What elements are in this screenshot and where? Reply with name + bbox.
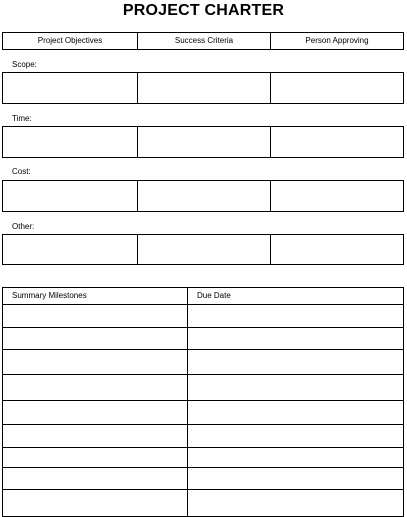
table-row[interactable] <box>3 304 403 327</box>
header-due-date: Due Date <box>197 291 231 300</box>
cost-person-approving-field[interactable] <box>270 181 403 211</box>
cost-objective-field[interactable] <box>3 181 137 211</box>
other-objective-field[interactable] <box>3 235 137 264</box>
section-label-other: Other: <box>12 222 35 231</box>
table-row[interactable] <box>3 400 403 424</box>
scope-person-approving-field[interactable] <box>270 73 403 103</box>
table-row[interactable] <box>3 447 403 467</box>
other-row <box>2 234 404 265</box>
cost-row <box>2 180 404 212</box>
table-row[interactable] <box>3 489 403 516</box>
table-row[interactable] <box>3 467 403 489</box>
table-row[interactable] <box>3 349 403 374</box>
objectives-header-row <box>2 32 404 50</box>
header-success-criteria: Success Criteria <box>137 33 270 49</box>
header-summary-milestones: Summary Milestones <box>12 291 87 300</box>
section-label-scope: Scope: <box>12 60 37 69</box>
table-row[interactable] <box>3 327 403 349</box>
time-success-criteria-field[interactable] <box>137 127 270 157</box>
milestones-table <box>2 287 404 517</box>
page-title: PROJECT CHARTER <box>122 2 285 19</box>
other-person-approving-field[interactable] <box>270 235 403 264</box>
section-label-cost: Cost: <box>12 167 31 176</box>
scope-objective-field[interactable] <box>3 73 137 103</box>
cost-success-criteria-field[interactable] <box>137 181 270 211</box>
header-person-approving: Person Approving <box>270 33 403 49</box>
time-row <box>2 126 404 158</box>
section-label-time: Time: <box>12 114 32 123</box>
header-project-objectives: Project Objectives <box>37 36 103 45</box>
time-person-approving-field[interactable] <box>270 127 403 157</box>
scope-row <box>2 72 404 104</box>
time-objective-field[interactable] <box>3 127 137 157</box>
scope-success-criteria-field[interactable] <box>137 73 270 103</box>
table-row[interactable] <box>3 424 403 447</box>
table-row[interactable] <box>3 374 403 400</box>
other-success-criteria-field[interactable] <box>137 235 270 264</box>
